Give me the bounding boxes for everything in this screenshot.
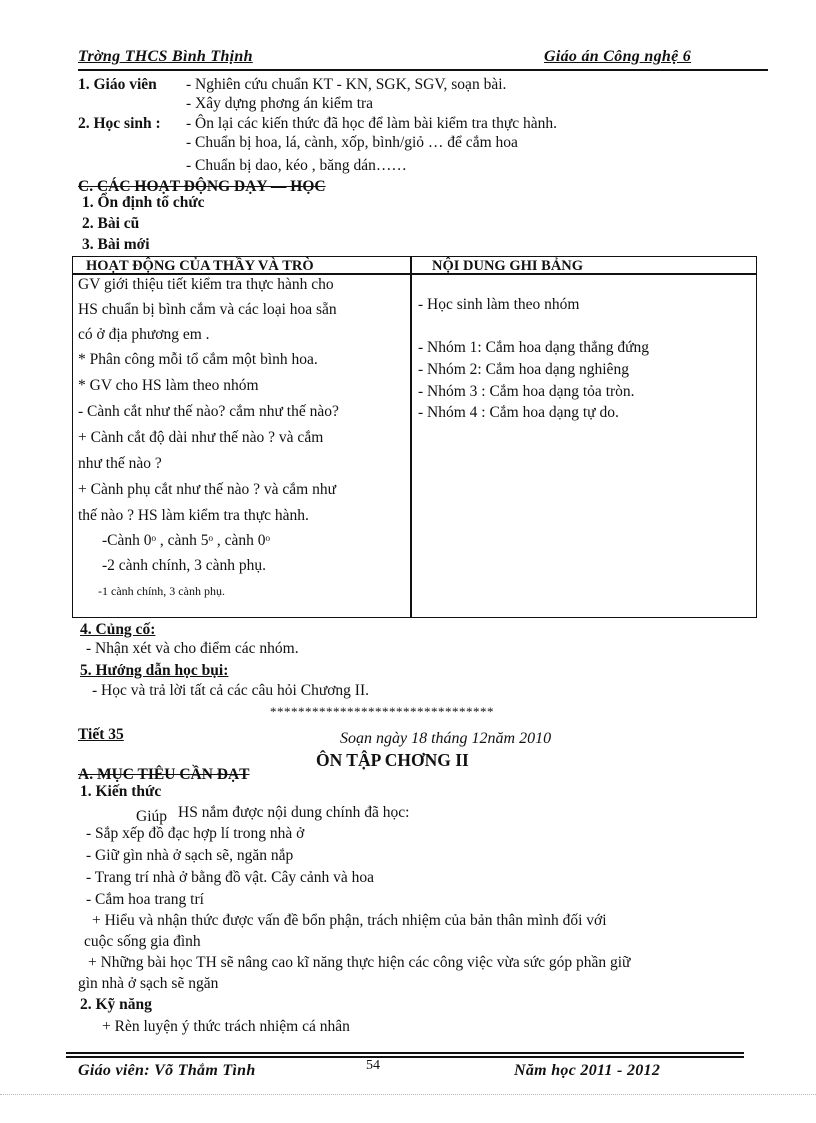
skills-item: + Rèn luyện ý thức trách nhiệm cá nhân (102, 1018, 350, 1035)
header-subject: Giáo án Công nghệ 6 (544, 48, 692, 65)
table-left-line: thế nào ? HS làm kiểm tra thực hành. (78, 507, 309, 524)
footer-rule (66, 1056, 744, 1058)
lesson-title: ÔN TẬP CHƠNG II (316, 750, 469, 770)
table-left-line: * Phân công mỗi tổ cắm một bình hoa. (78, 351, 318, 368)
practice-line: gìn nhà ở sạch sẽ ngăn (78, 975, 219, 992)
footer-year: Năm học 2011 - 2012 (514, 1062, 661, 1079)
header-rule (78, 69, 768, 71)
student-label: 2. Học sinh : (78, 115, 161, 132)
table-col-divider (410, 256, 412, 617)
homework-title: 5. Hướng dẫn học bụi: (80, 662, 229, 679)
skills-label: 2. Kỹ năng (80, 996, 152, 1013)
teacher-label: 1. Giáo viên (78, 76, 157, 93)
step-item: 3. Bài mới (82, 236, 150, 253)
student-item: - Ôn lại các kiến thức đã học để làm bài kiểm tra thực hành. (186, 115, 558, 132)
knowledge-item: - Cắm hoa trang trí (86, 891, 204, 908)
table-right-line: - Học sinh làm theo nhóm (418, 296, 580, 313)
knowledge-label: 1. Kiến thức (80, 783, 162, 800)
header-school: Trờng THCS Bình Thịnh (78, 48, 253, 65)
consolidation-item: - Nhận xét và cho điểm các nhóm. (86, 640, 299, 657)
student-item: - Chuẩn bị dao, kéo , băng dán…… (186, 157, 407, 174)
table-left-line: HS chuẩn bị bình cắm và các loại hoa sẵn (78, 301, 337, 318)
step-item: 2. Bài cũ (82, 215, 140, 232)
table-left-line: -1 cành chính, 3 cành phụ. (98, 584, 225, 598)
table-left-line: GV giới thiệu tiết kiểm tra thực hành cho (78, 276, 334, 293)
step-item: 1. Ổn định tổ chức (82, 194, 205, 211)
page-edge (0, 1094, 816, 1095)
knowledge-item: - Sắp xếp đồ đạc hợp lí trong nhà ở (86, 825, 305, 842)
knowledge-item: - Giữ gìn nhà ở sạch sẽ, ngăn nắp (86, 847, 294, 864)
table-right-line: - Nhóm 2: Cắm hoa dạng nghiêng (418, 361, 629, 378)
intro-text: HS nắm được nội dung chính đã học: (178, 804, 410, 821)
table-left-line: - Cành cắt như thế nào? cắm như thế nào? (78, 403, 339, 420)
table-left-line: -2 cành chính, 3 cành phụ. (102, 557, 266, 574)
table-left-line: như thế nào ? (78, 455, 162, 472)
separator: ******************************** (270, 704, 494, 719)
intro-prefix: Giúp (136, 808, 167, 825)
teacher-item: - Nghiên cứu chuẩn KT - KN, SGK, SGV, soạn bài. (186, 76, 507, 93)
page-number: 54 (366, 1058, 380, 1073)
table-left-line: * GV cho HS làm theo nhóm (78, 377, 259, 394)
table-right-line: - Nhóm 4 : Cắm hoa dạng tự do. (418, 404, 619, 421)
table-left-line: -Cành 0ᵒ , cành 5ᵒ , cành 0ᵒ (102, 532, 270, 549)
practice-line: + Những bài học TH sẽ nâng cao kĩ năng thực hiện các công việc vừa sức góp phần giữ (88, 954, 631, 971)
table-header-activities: HOẠT ĐỘNG CỦA THẦY VÀ TRÒ (86, 258, 314, 274)
table-right-line: - Nhóm 1: Cắm hoa dạng thẳng đứng (418, 339, 649, 356)
table-right-line: - Nhóm 3 : Cắm hoa dạng tỏa tròn. (418, 383, 635, 400)
objectives-title: A. MỤC TIÊU CẦN ĐẠT (78, 766, 250, 783)
footer-rule (66, 1052, 744, 1054)
footer-teacher: Giáo viên: Võ Thắm Tình (78, 1062, 256, 1079)
lesson-period: Tiết 35 (78, 726, 124, 743)
homework-item: - Học và trả lời tất cả các câu hỏi Chương II. (92, 682, 369, 699)
table-left-line: + Cành phụ cắt như thế nào ? và cắm như (78, 481, 336, 498)
student-item: - Chuẩn bị hoa, lá, cành, xốp, bình/giỏ … để cắm hoa (186, 134, 518, 151)
lesson-date: Soạn ngày 18 tháng 12năm 2010 (340, 730, 552, 747)
knowledge-item: - Trang trí nhà ở bằng đồ vật. Cây cảnh và hoa (86, 869, 374, 886)
table-header-content: NỘI DUNG GHI BẢNG (432, 258, 584, 274)
teacher-item: - Xây dựng phơng án kiểm tra (186, 95, 374, 112)
table-left-line: có ở địa phương em . (78, 326, 210, 343)
table-left-line: + Cành cắt độ dài như thế nào ? và cắm (78, 429, 324, 446)
consolidation-title: 4. Củng cố: (80, 621, 156, 638)
awareness-line: cuộc sống gia đình (84, 933, 201, 950)
section-c-title: C. CÁC HOẠT ĐỘNG DẠY — HỌC (78, 178, 326, 195)
awareness-line: + Hiểu và nhận thức được vấn đề bổn phận, trách nhiệm của bản thân mình đối với (92, 912, 607, 929)
